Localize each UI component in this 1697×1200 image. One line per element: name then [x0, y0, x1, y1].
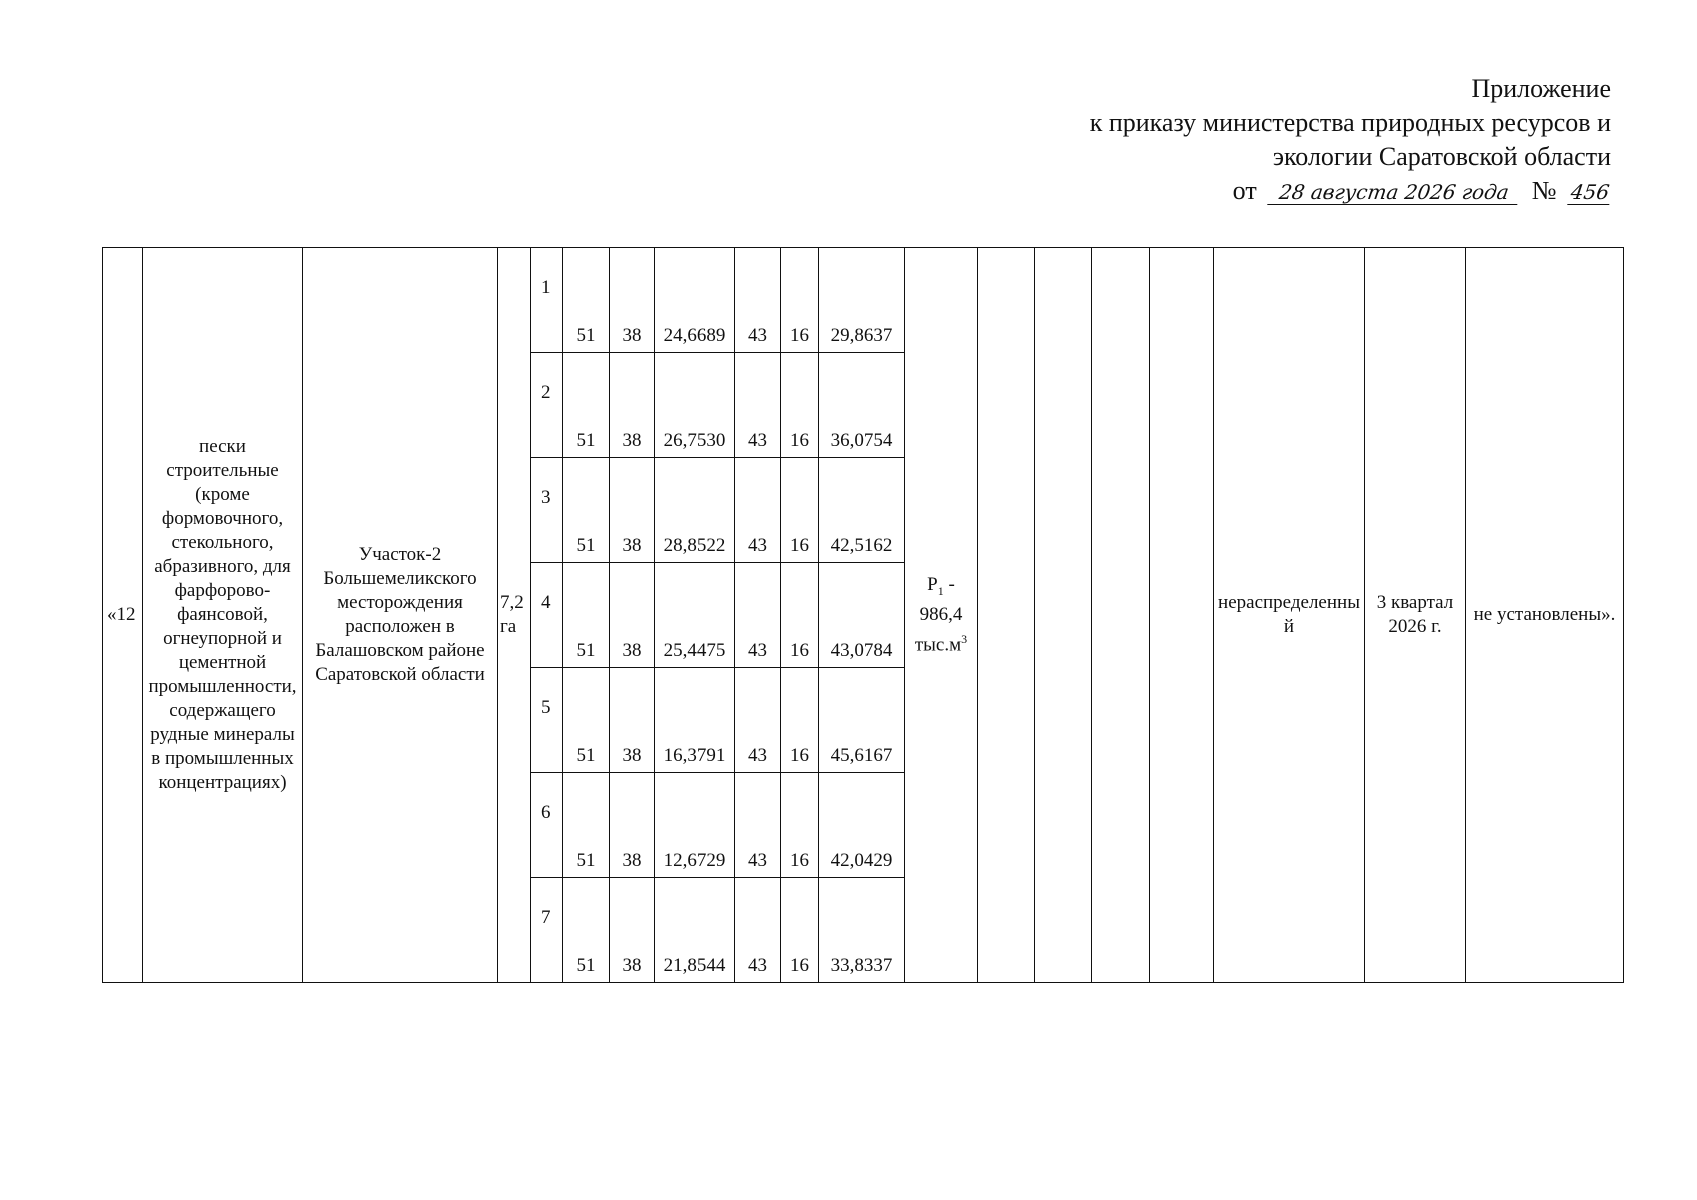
lon-degrees: 43	[735, 248, 781, 353]
lat-degrees: 51	[563, 668, 610, 773]
appendix-title: Приложение	[1471, 74, 1611, 103]
resource-category: P	[927, 573, 938, 595]
lat-seconds: 28,8522	[655, 458, 735, 563]
handwritten-number: 456	[1567, 180, 1613, 205]
lon-seconds: 42,5162	[819, 458, 905, 563]
handwritten-date: 28 августа 2026 года	[1267, 180, 1521, 205]
point-number: 2	[531, 353, 563, 458]
lon-degrees: 43	[735, 353, 781, 458]
lon-degrees: 43	[735, 563, 781, 668]
order-date-line	[1090, 174, 1611, 208]
lon-seconds: 36,0754	[819, 353, 905, 458]
lat-seconds: 21,8544	[655, 878, 735, 983]
lon-degrees: 43	[735, 458, 781, 563]
point-number: 1	[531, 248, 563, 353]
lon-degrees: 43	[735, 668, 781, 773]
lat-seconds: 25,4475	[655, 563, 735, 668]
order-line-1: к приказу министерства природных ресурсов и	[1089, 108, 1611, 137]
order-line-2: экологии Саратовской области	[1272, 142, 1611, 171]
empty-cell	[1035, 248, 1092, 983]
lon-minutes: 16	[781, 353, 819, 458]
lat-degrees: 51	[563, 353, 610, 458]
lon-seconds: 42,0429	[819, 773, 905, 878]
point-number: 3	[531, 458, 563, 563]
lat-minutes: 38	[610, 458, 655, 563]
resource-value: - 986,4 тыс.м	[914, 573, 963, 656]
lon-minutes: 16	[781, 458, 819, 563]
lon-seconds: 45,6167	[819, 668, 905, 773]
lat-degrees: 51	[563, 248, 610, 353]
document-header	[1090, 72, 1611, 208]
lon-minutes: 16	[781, 563, 819, 668]
mineral-type: пески строительные (кроме формовочного, стекольного, абразивного, для фарфорово-фаянсовой, огнеупорной и цементной промышленности, содержащего рудные минералы в промышленных концентрациях)	[143, 248, 303, 983]
lon-degrees: 43	[735, 773, 781, 878]
lat-seconds: 26,7530	[655, 353, 735, 458]
site-area: 7,2 га	[498, 248, 531, 983]
lat-seconds: 12,6729	[655, 773, 735, 878]
lat-minutes: 38	[610, 353, 655, 458]
resources-cell	[905, 248, 978, 983]
point-number: 7	[531, 878, 563, 983]
resource-unit-sup: 3	[961, 631, 968, 646]
lat-seconds: 24,6689	[655, 248, 735, 353]
lat-degrees: 51	[563, 878, 610, 983]
license-status: нераспределенный	[1214, 248, 1365, 983]
lon-seconds: 43,0784	[819, 563, 905, 668]
register-table	[102, 247, 1624, 983]
lat-minutes: 38	[610, 878, 655, 983]
lat-minutes: 38	[610, 668, 655, 773]
lat-degrees: 51	[563, 773, 610, 878]
lat-minutes: 38	[610, 563, 655, 668]
lon-minutes: 16	[781, 878, 819, 983]
lon-seconds: 33,8337	[819, 878, 905, 983]
lat-minutes: 38	[610, 248, 655, 353]
lon-minutes: 16	[781, 773, 819, 878]
lon-seconds: 29,8637	[819, 248, 905, 353]
lon-minutes: 16	[781, 248, 819, 353]
lat-degrees: 51	[563, 458, 610, 563]
empty-cell	[1150, 248, 1214, 983]
date-prefix: от	[1232, 176, 1257, 205]
lat-seconds: 16,3791	[655, 668, 735, 773]
lon-minutes: 16	[781, 668, 819, 773]
row-index: «12	[103, 248, 143, 983]
empty-cell	[1092, 248, 1150, 983]
point-number: 5	[531, 668, 563, 773]
restrictions: не установлены».	[1466, 248, 1624, 983]
number-prefix: №	[1531, 176, 1557, 205]
resource-category-sub: 1	[937, 583, 944, 598]
empty-cell	[978, 248, 1035, 983]
point-number: 4	[531, 563, 563, 668]
site-location: Участок-2 Большемеликского месторождения расположен в Балашовском районе Саратовской области	[303, 248, 498, 983]
lat-minutes: 38	[610, 773, 655, 878]
offer-period: 3 квартал 2026 г.	[1365, 248, 1466, 983]
lat-degrees: 51	[563, 563, 610, 668]
lon-degrees: 43	[735, 878, 781, 983]
point-number: 6	[531, 773, 563, 878]
point-row	[103, 248, 1624, 353]
